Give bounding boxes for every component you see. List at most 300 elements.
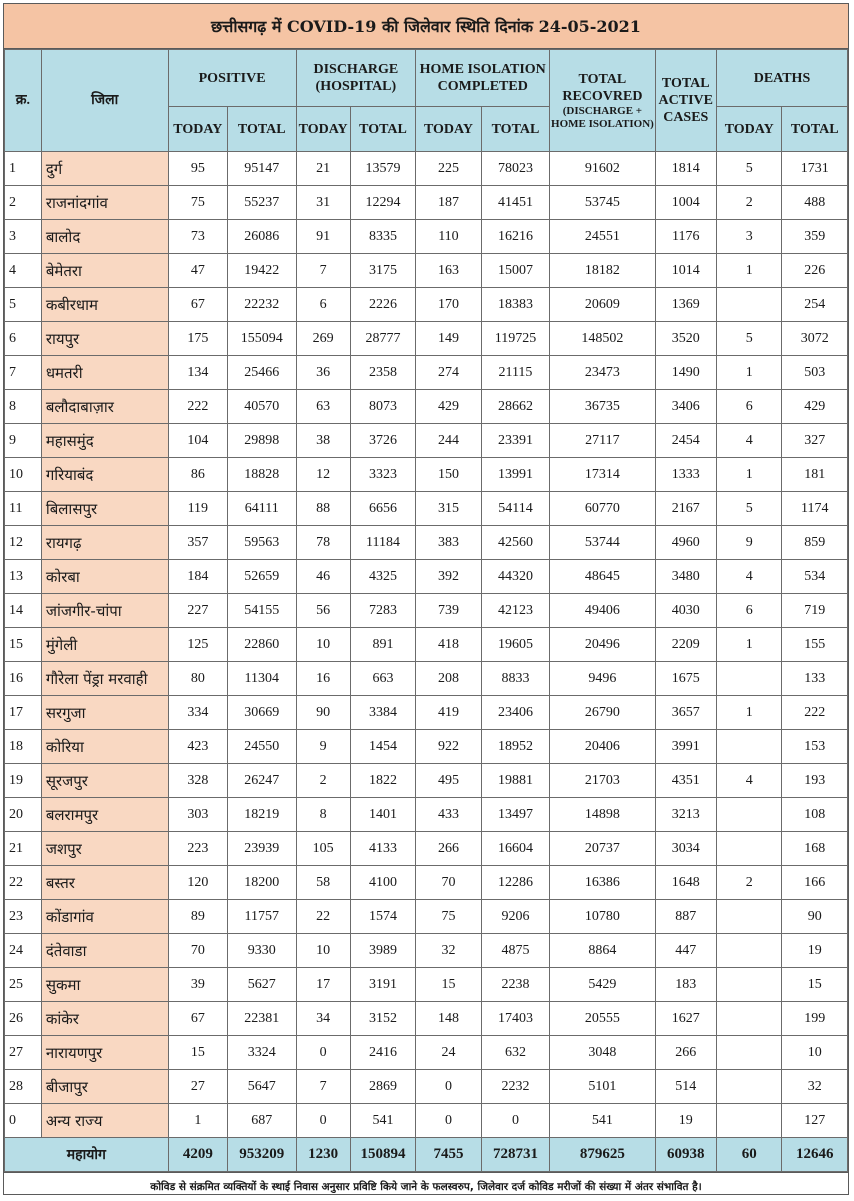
row-sn: 2 xyxy=(5,186,42,220)
row-positive-total: 9330 xyxy=(227,934,296,968)
table-row xyxy=(5,900,848,934)
row-deaths-total: 488 xyxy=(782,186,848,220)
row-sn: 9 xyxy=(5,424,42,458)
row-deaths-total: 327 xyxy=(782,424,848,458)
row-sn: 22 xyxy=(5,866,42,900)
row-home-today: 70 xyxy=(416,866,481,900)
row-home-today: 383 xyxy=(416,526,481,560)
row-deaths-total: 19 xyxy=(782,934,848,968)
row-positive-today: 328 xyxy=(168,764,227,798)
row-positive-today: 222 xyxy=(168,390,227,424)
row-positive-total: 23939 xyxy=(227,832,296,866)
row-positive-today: 67 xyxy=(168,288,227,322)
row-district: गौरेला पेंड्रा मरवाही xyxy=(41,662,168,696)
row-deaths-total: 3072 xyxy=(782,322,848,356)
row-discharge-today: 10 xyxy=(296,628,350,662)
table-row xyxy=(5,968,848,1002)
row-deaths-total: 155 xyxy=(782,628,848,662)
row-home-total: 54114 xyxy=(481,492,550,526)
row-positive-total: 26086 xyxy=(227,220,296,254)
row-sn: 13 xyxy=(5,560,42,594)
row-deaths-total: 127 xyxy=(782,1104,848,1138)
row-deaths-total: 10 xyxy=(782,1036,848,1070)
row-positive-today: 120 xyxy=(168,866,227,900)
row-total-active: 2167 xyxy=(655,492,716,526)
table-row xyxy=(5,934,848,968)
row-positive-today: 39 xyxy=(168,968,227,1002)
row-home-today: 187 xyxy=(416,186,481,220)
row-home-total: 18383 xyxy=(481,288,550,322)
row-total-recovered: 21703 xyxy=(550,764,655,798)
row-district: बलरामपुर xyxy=(41,798,168,832)
row-discharge-total: 891 xyxy=(350,628,415,662)
row-total-active: 3657 xyxy=(655,696,716,730)
row-discharge-total: 1574 xyxy=(350,900,415,934)
row-home-total: 19605 xyxy=(481,628,550,662)
header-deaths: DEATHS xyxy=(716,50,847,107)
row-positive-total: 26247 xyxy=(227,764,296,798)
table-header xyxy=(5,50,848,152)
row-discharge-total: 4100 xyxy=(350,866,415,900)
row-district: कबीरधाम xyxy=(41,288,168,322)
row-home-today: 0 xyxy=(416,1070,481,1104)
grand-total-recovered: 879625 xyxy=(550,1138,655,1172)
row-deaths-today: 6 xyxy=(716,594,781,628)
row-home-total: 632 xyxy=(481,1036,550,1070)
row-total-active: 1814 xyxy=(655,152,716,186)
table-row xyxy=(5,458,848,492)
row-deaths-total: 719 xyxy=(782,594,848,628)
row-discharge-today: 2 xyxy=(296,764,350,798)
row-total-active: 3406 xyxy=(655,390,716,424)
grand-total-positive-total: 953209 xyxy=(227,1138,296,1172)
row-total-recovered: 20406 xyxy=(550,730,655,764)
row-positive-today: 75 xyxy=(168,186,227,220)
row-sn: 14 xyxy=(5,594,42,628)
table-row xyxy=(5,1002,848,1036)
row-sn: 17 xyxy=(5,696,42,730)
grand-total-home-today: 7455 xyxy=(416,1138,481,1172)
row-discharge-total: 3323 xyxy=(350,458,415,492)
grand-total-deaths-today: 60 xyxy=(716,1138,781,1172)
row-district: रायगढ़ xyxy=(41,526,168,560)
row-home-total: 13991 xyxy=(481,458,550,492)
row-positive-total: 11304 xyxy=(227,662,296,696)
row-total-recovered: 20496 xyxy=(550,628,655,662)
row-total-recovered: 9496 xyxy=(550,662,655,696)
row-sn: 20 xyxy=(5,798,42,832)
report-sheet xyxy=(3,3,849,1195)
row-deaths-today: 1 xyxy=(716,254,781,288)
row-discharge-total: 4325 xyxy=(350,560,415,594)
row-sn: 19 xyxy=(5,764,42,798)
row-discharge-today: 269 xyxy=(296,322,350,356)
row-sn: 12 xyxy=(5,526,42,560)
table-body xyxy=(5,152,848,1138)
row-district: नारायणपुर xyxy=(41,1036,168,1070)
table-footer xyxy=(5,1138,848,1172)
row-sn: 28 xyxy=(5,1070,42,1104)
row-home-today: 110 xyxy=(416,220,481,254)
row-positive-today: 1 xyxy=(168,1104,227,1138)
row-discharge-total: 1822 xyxy=(350,764,415,798)
row-deaths-total: 90 xyxy=(782,900,848,934)
row-district: बलौदाबाज़ार xyxy=(41,390,168,424)
row-positive-today: 175 xyxy=(168,322,227,356)
row-home-today: 75 xyxy=(416,900,481,934)
table-row xyxy=(5,288,848,322)
row-discharge-today: 36 xyxy=(296,356,350,390)
row-district: जशपुर xyxy=(41,832,168,866)
row-positive-total: 18828 xyxy=(227,458,296,492)
row-total-active: 4960 xyxy=(655,526,716,560)
row-positive-total: 5647 xyxy=(227,1070,296,1104)
grand-total-home-total: 728731 xyxy=(481,1138,550,1172)
row-district: बेमेतरा xyxy=(41,254,168,288)
row-deaths-total: 859 xyxy=(782,526,848,560)
row-total-recovered: 60770 xyxy=(550,492,655,526)
row-discharge-today: 91 xyxy=(296,220,350,254)
row-sn: 24 xyxy=(5,934,42,968)
grand-total-discharge-total: 150894 xyxy=(350,1138,415,1172)
row-positive-total: 95147 xyxy=(227,152,296,186)
row-home-today: 149 xyxy=(416,322,481,356)
row-positive-total: 52659 xyxy=(227,560,296,594)
row-home-today: 244 xyxy=(416,424,481,458)
row-deaths-total: 1731 xyxy=(782,152,848,186)
row-sn: 15 xyxy=(5,628,42,662)
row-positive-today: 357 xyxy=(168,526,227,560)
row-total-active: 183 xyxy=(655,968,716,1002)
row-district: कांकेर xyxy=(41,1002,168,1036)
table-row xyxy=(5,186,848,220)
row-positive-total: 155094 xyxy=(227,322,296,356)
row-sn: 4 xyxy=(5,254,42,288)
row-positive-total: 5627 xyxy=(227,968,296,1002)
row-home-today: 392 xyxy=(416,560,481,594)
row-deaths-today: 9 xyxy=(716,526,781,560)
row-total-recovered: 48645 xyxy=(550,560,655,594)
row-total-recovered: 53745 xyxy=(550,186,655,220)
row-sn: 25 xyxy=(5,968,42,1002)
row-home-total: 2238 xyxy=(481,968,550,1002)
row-deaths-today xyxy=(716,730,781,764)
table-row xyxy=(5,1070,848,1104)
row-discharge-today: 38 xyxy=(296,424,350,458)
row-home-total: 0 xyxy=(481,1104,550,1138)
row-deaths-total: 32 xyxy=(782,1070,848,1104)
row-discharge-today: 12 xyxy=(296,458,350,492)
row-deaths-today xyxy=(716,1104,781,1138)
row-discharge-total: 2358 xyxy=(350,356,415,390)
row-district: धमतरी xyxy=(41,356,168,390)
header-total-active: TOTAL ACTIVE CASES xyxy=(655,50,716,152)
row-home-total: 119725 xyxy=(481,322,550,356)
row-sn: 5 xyxy=(5,288,42,322)
row-total-recovered: 148502 xyxy=(550,322,655,356)
header-home-isolation: HOME ISOLATION COMPLETED xyxy=(416,50,550,107)
grand-total-row xyxy=(5,1138,848,1172)
row-total-active: 3991 xyxy=(655,730,716,764)
header-deaths-today: TODAY xyxy=(716,107,781,152)
row-home-today: 495 xyxy=(416,764,481,798)
row-home-today: 24 xyxy=(416,1036,481,1070)
row-home-total: 23406 xyxy=(481,696,550,730)
row-total-active: 1004 xyxy=(655,186,716,220)
row-district: दुर्ग xyxy=(41,152,168,186)
row-total-active: 1627 xyxy=(655,1002,716,1036)
row-discharge-total: 8073 xyxy=(350,390,415,424)
row-positive-today: 67 xyxy=(168,1002,227,1036)
row-home-total: 41451 xyxy=(481,186,550,220)
row-positive-today: 119 xyxy=(168,492,227,526)
row-district: बीजापुर xyxy=(41,1070,168,1104)
row-positive-total: 59563 xyxy=(227,526,296,560)
row-deaths-today: 2 xyxy=(716,866,781,900)
header-discharge-total: TOTAL xyxy=(350,107,415,152)
row-total-active: 1333 xyxy=(655,458,716,492)
row-deaths-today xyxy=(716,934,781,968)
row-home-today: 266 xyxy=(416,832,481,866)
row-district: अन्य राज्य xyxy=(41,1104,168,1138)
row-discharge-total: 11184 xyxy=(350,526,415,560)
header-positive-today: TODAY xyxy=(168,107,227,152)
row-deaths-today: 1 xyxy=(716,356,781,390)
row-total-active: 4030 xyxy=(655,594,716,628)
row-positive-today: 89 xyxy=(168,900,227,934)
row-discharge-today: 17 xyxy=(296,968,350,1002)
row-discharge-total: 541 xyxy=(350,1104,415,1138)
row-positive-today: 70 xyxy=(168,934,227,968)
row-deaths-total: 359 xyxy=(782,220,848,254)
row-discharge-today: 16 xyxy=(296,662,350,696)
row-sn: 21 xyxy=(5,832,42,866)
row-discharge-total: 1454 xyxy=(350,730,415,764)
table-row xyxy=(5,254,848,288)
row-home-total: 15007 xyxy=(481,254,550,288)
grand-total-discharge-today: 1230 xyxy=(296,1138,350,1172)
row-total-active: 2454 xyxy=(655,424,716,458)
row-home-today: 433 xyxy=(416,798,481,832)
row-deaths-today xyxy=(716,798,781,832)
row-deaths-today xyxy=(716,832,781,866)
row-home-total: 23391 xyxy=(481,424,550,458)
row-sn: 10 xyxy=(5,458,42,492)
row-home-today: 163 xyxy=(416,254,481,288)
table-row xyxy=(5,424,848,458)
row-home-today: 274 xyxy=(416,356,481,390)
row-discharge-today: 90 xyxy=(296,696,350,730)
row-total-recovered: 17314 xyxy=(550,458,655,492)
row-sn: 6 xyxy=(5,322,42,356)
row-total-recovered: 20609 xyxy=(550,288,655,322)
table-row xyxy=(5,764,848,798)
row-home-total: 78023 xyxy=(481,152,550,186)
row-discharge-today: 34 xyxy=(296,1002,350,1036)
row-total-active: 1369 xyxy=(655,288,716,322)
row-home-total: 21115 xyxy=(481,356,550,390)
row-total-recovered: 26790 xyxy=(550,696,655,730)
header-positive: POSITIVE xyxy=(168,50,296,107)
table-row xyxy=(5,356,848,390)
header-deaths-total: TOTAL xyxy=(782,107,848,152)
row-positive-total: 22381 xyxy=(227,1002,296,1036)
row-deaths-today xyxy=(716,662,781,696)
row-total-recovered: 5101 xyxy=(550,1070,655,1104)
row-deaths-today: 6 xyxy=(716,390,781,424)
row-total-recovered: 5429 xyxy=(550,968,655,1002)
district-status-table xyxy=(4,49,848,1172)
row-district: कोरबा xyxy=(41,560,168,594)
row-total-active: 1176 xyxy=(655,220,716,254)
row-discharge-total: 663 xyxy=(350,662,415,696)
row-home-total: 16216 xyxy=(481,220,550,254)
row-positive-today: 47 xyxy=(168,254,227,288)
row-discharge-total: 3175 xyxy=(350,254,415,288)
row-discharge-today: 0 xyxy=(296,1104,350,1138)
row-positive-total: 18219 xyxy=(227,798,296,832)
row-positive-total: 54155 xyxy=(227,594,296,628)
row-discharge-today: 46 xyxy=(296,560,350,594)
table-row xyxy=(5,594,848,628)
row-sn: 0 xyxy=(5,1104,42,1138)
row-deaths-total: 503 xyxy=(782,356,848,390)
row-deaths-total: 193 xyxy=(782,764,848,798)
row-positive-total: 30669 xyxy=(227,696,296,730)
row-positive-total: 3324 xyxy=(227,1036,296,1070)
row-discharge-total: 2869 xyxy=(350,1070,415,1104)
row-district: महासमुंद xyxy=(41,424,168,458)
row-deaths-today xyxy=(716,1002,781,1036)
row-home-today: 922 xyxy=(416,730,481,764)
row-deaths-today: 4 xyxy=(716,424,781,458)
row-total-recovered: 24551 xyxy=(550,220,655,254)
grand-total-positive-today: 4209 xyxy=(168,1138,227,1172)
row-district: मुंगेली xyxy=(41,628,168,662)
row-discharge-total: 7283 xyxy=(350,594,415,628)
row-discharge-today: 7 xyxy=(296,254,350,288)
header-total-recovered xyxy=(550,50,655,152)
row-deaths-total: 133 xyxy=(782,662,848,696)
footnote: कोविड से संक्रमित व्यक्तियों के स्थाई निवास अनुसार प्रविष्टि किये जाने के फलस्वरुप, जिलेवार दर्ज कोविड मरीजों की संख्या में अंतर संभावित है। xyxy=(4,1172,848,1201)
row-discharge-today: 10 xyxy=(296,934,350,968)
row-total-active: 1675 xyxy=(655,662,716,696)
row-home-today: 419 xyxy=(416,696,481,730)
row-deaths-today xyxy=(716,1036,781,1070)
row-home-today: 315 xyxy=(416,492,481,526)
row-home-today: 429 xyxy=(416,390,481,424)
row-deaths-today xyxy=(716,968,781,1002)
row-district: गरियाबंद xyxy=(41,458,168,492)
row-total-active: 2209 xyxy=(655,628,716,662)
table-row xyxy=(5,152,848,186)
row-discharge-total: 2226 xyxy=(350,288,415,322)
row-total-recovered: 36735 xyxy=(550,390,655,424)
row-home-total: 13497 xyxy=(481,798,550,832)
row-total-recovered: 18182 xyxy=(550,254,655,288)
row-district: कोरिया xyxy=(41,730,168,764)
row-total-active: 19 xyxy=(655,1104,716,1138)
table-row xyxy=(5,628,848,662)
row-district: बालोद xyxy=(41,220,168,254)
header-home-today: TODAY xyxy=(416,107,481,152)
row-positive-today: 223 xyxy=(168,832,227,866)
row-positive-total: 24550 xyxy=(227,730,296,764)
header-district: जिला xyxy=(41,50,168,152)
grand-total-active: 60938 xyxy=(655,1138,716,1172)
row-total-recovered: 53744 xyxy=(550,526,655,560)
row-deaths-total: 222 xyxy=(782,696,848,730)
row-home-total: 9206 xyxy=(481,900,550,934)
row-home-today: 225 xyxy=(416,152,481,186)
table-row xyxy=(5,220,848,254)
row-discharge-total: 1401 xyxy=(350,798,415,832)
row-home-total: 2232 xyxy=(481,1070,550,1104)
row-discharge-total: 13579 xyxy=(350,152,415,186)
row-total-active: 3480 xyxy=(655,560,716,594)
row-total-active: 447 xyxy=(655,934,716,968)
row-positive-today: 134 xyxy=(168,356,227,390)
table-row xyxy=(5,832,848,866)
header-positive-total: TOTAL xyxy=(227,107,296,152)
row-discharge-today: 56 xyxy=(296,594,350,628)
row-positive-total: 22860 xyxy=(227,628,296,662)
row-deaths-total: 15 xyxy=(782,968,848,1002)
row-positive-today: 184 xyxy=(168,560,227,594)
row-district: सुकमा xyxy=(41,968,168,1002)
row-positive-today: 227 xyxy=(168,594,227,628)
row-district: राजनांदगांव xyxy=(41,186,168,220)
row-deaths-today xyxy=(716,288,781,322)
row-positive-today: 27 xyxy=(168,1070,227,1104)
row-deaths-total: 199 xyxy=(782,1002,848,1036)
row-home-today: 208 xyxy=(416,662,481,696)
row-positive-total: 22232 xyxy=(227,288,296,322)
row-total-recovered: 14898 xyxy=(550,798,655,832)
row-positive-today: 423 xyxy=(168,730,227,764)
row-positive-total: 64111 xyxy=(227,492,296,526)
row-positive-today: 303 xyxy=(168,798,227,832)
row-total-active: 266 xyxy=(655,1036,716,1070)
row-district: रायपुर xyxy=(41,322,168,356)
row-positive-total: 40570 xyxy=(227,390,296,424)
table-row xyxy=(5,1036,848,1070)
row-total-active: 3213 xyxy=(655,798,716,832)
row-deaths-total: 254 xyxy=(782,288,848,322)
row-deaths-today: 3 xyxy=(716,220,781,254)
row-deaths-today: 1 xyxy=(716,458,781,492)
row-discharge-today: 63 xyxy=(296,390,350,424)
row-discharge-total: 4133 xyxy=(350,832,415,866)
row-home-today: 170 xyxy=(416,288,481,322)
row-positive-today: 334 xyxy=(168,696,227,730)
row-district: दंतेवाडा xyxy=(41,934,168,968)
row-total-recovered: 20555 xyxy=(550,1002,655,1036)
row-discharge-today: 88 xyxy=(296,492,350,526)
row-total-active: 1014 xyxy=(655,254,716,288)
row-district: जांजगीर-चांपा xyxy=(41,594,168,628)
row-discharge-today: 6 xyxy=(296,288,350,322)
row-total-recovered: 541 xyxy=(550,1104,655,1138)
row-positive-today: 95 xyxy=(168,152,227,186)
header-discharge-today: TODAY xyxy=(296,107,350,152)
row-deaths-today: 5 xyxy=(716,492,781,526)
row-home-total: 28662 xyxy=(481,390,550,424)
row-total-recovered: 27117 xyxy=(550,424,655,458)
row-home-total: 16604 xyxy=(481,832,550,866)
row-home-today: 418 xyxy=(416,628,481,662)
row-home-total: 42560 xyxy=(481,526,550,560)
